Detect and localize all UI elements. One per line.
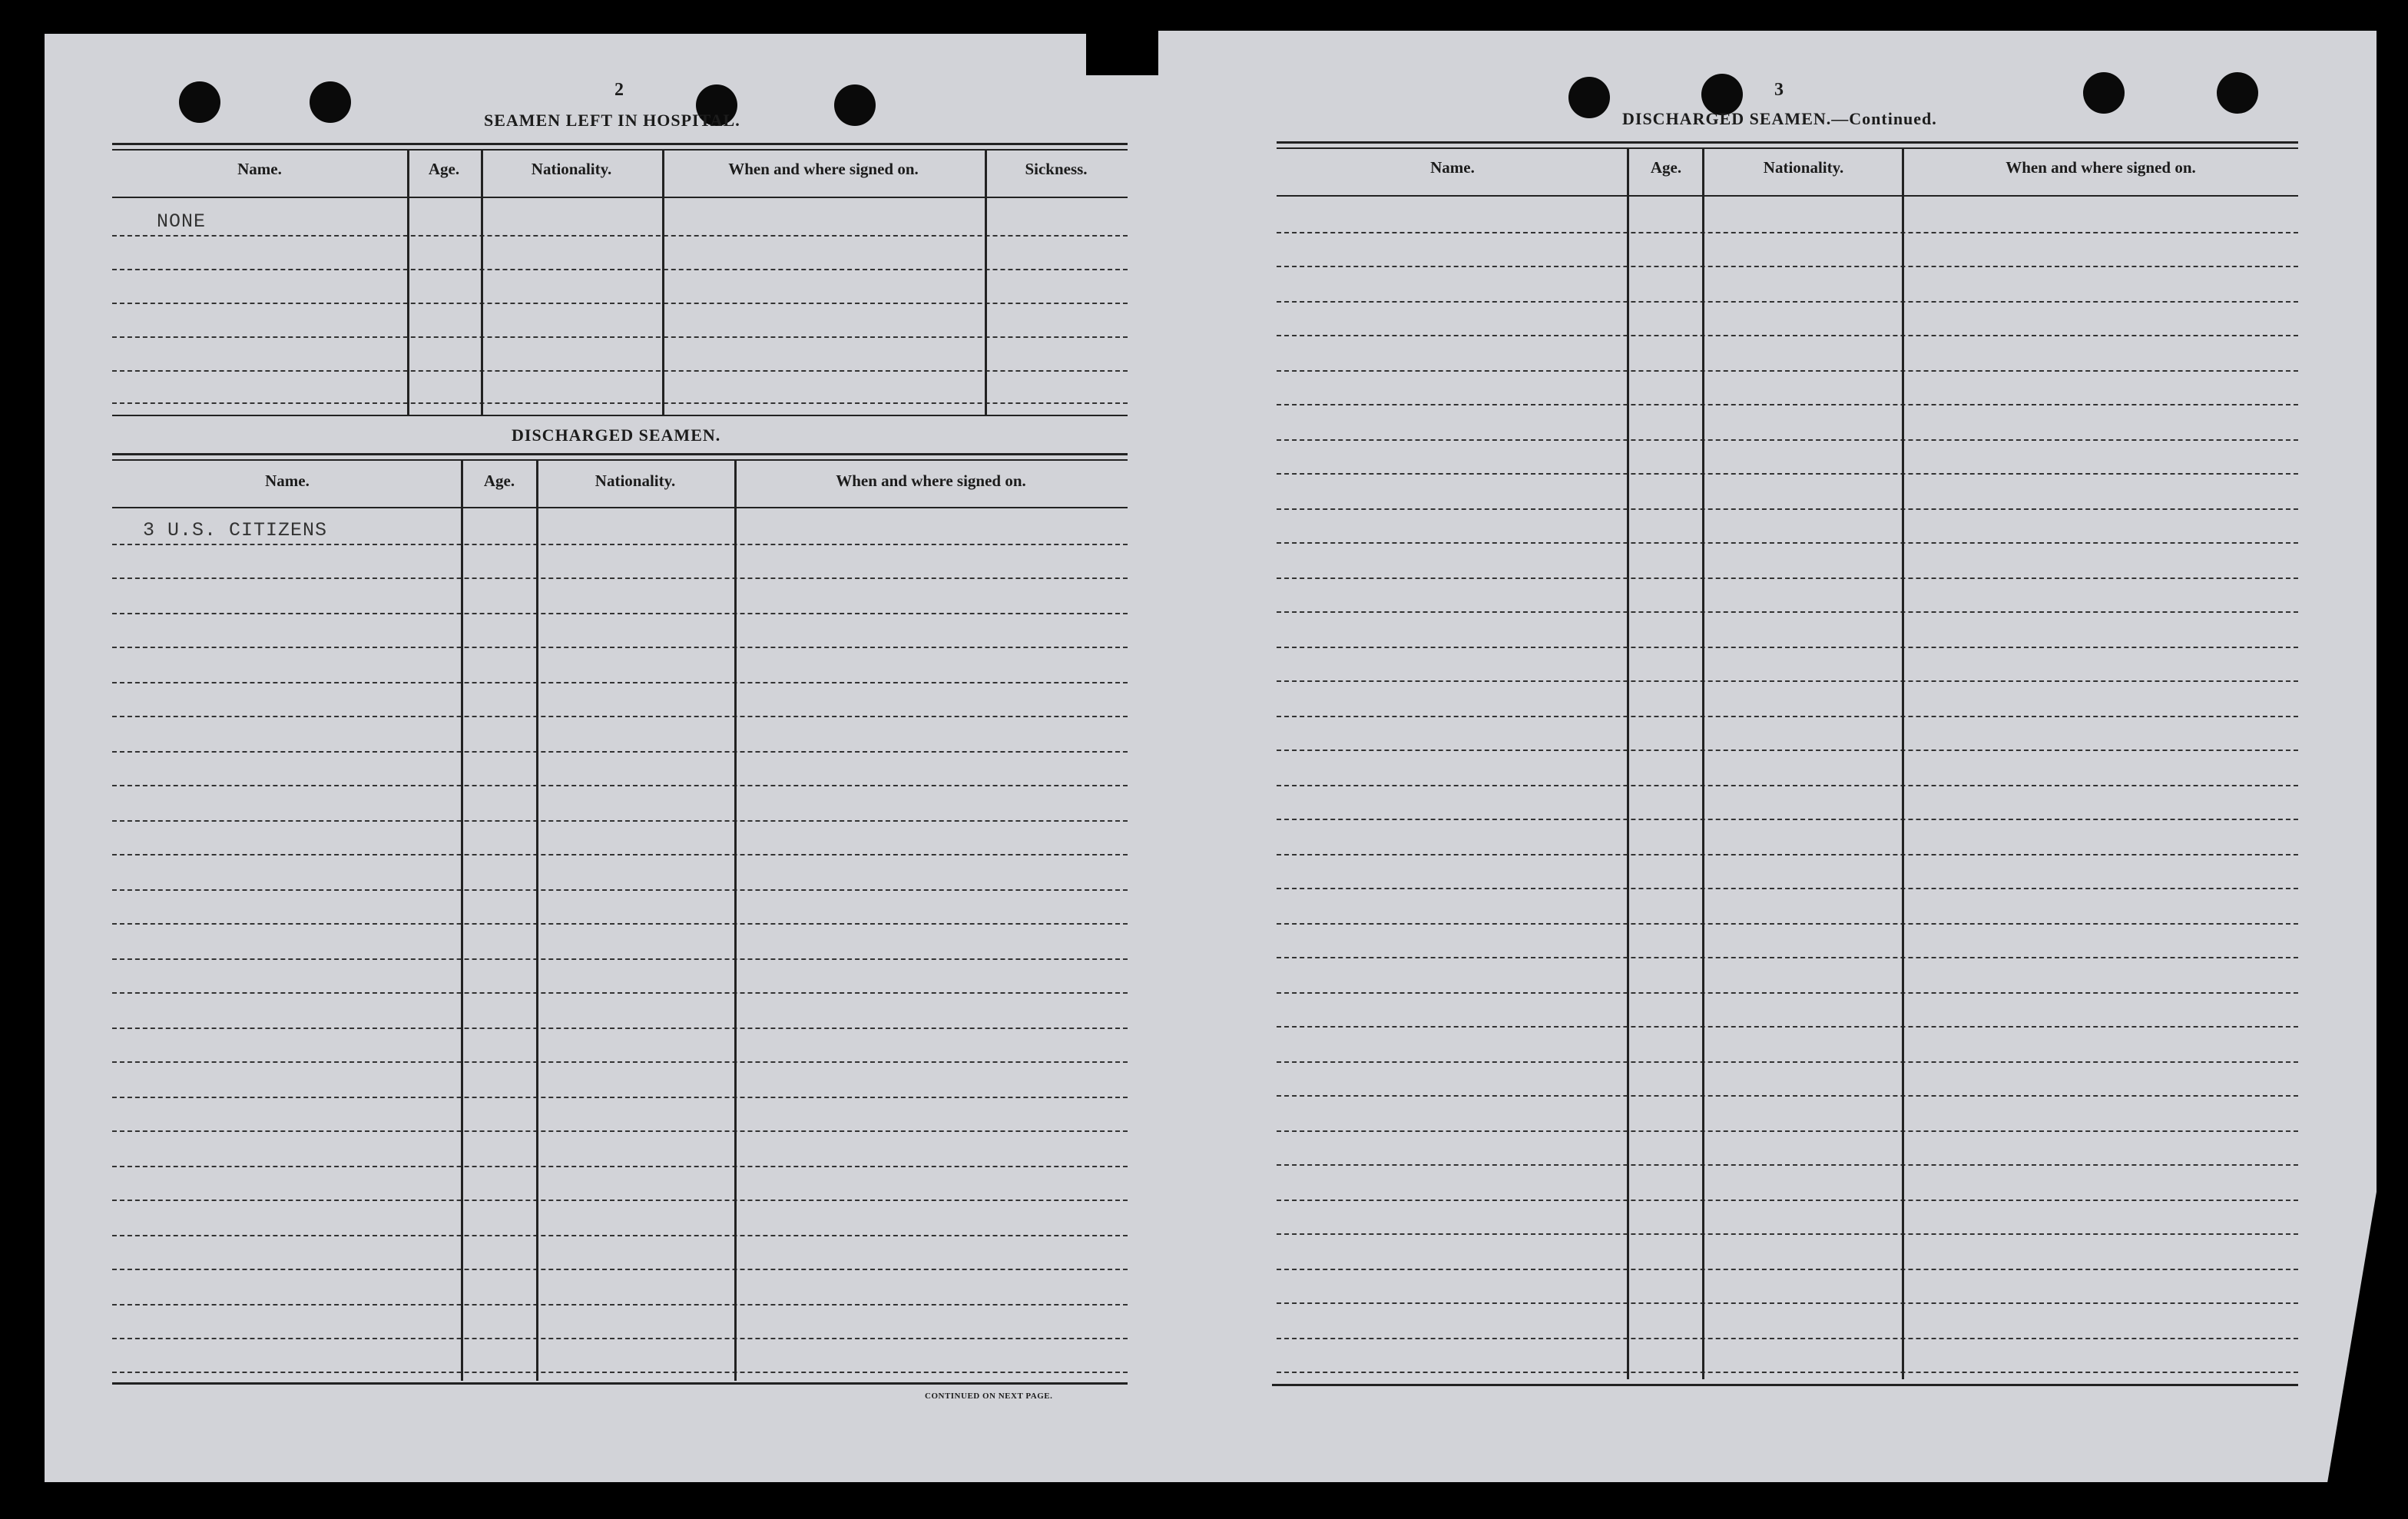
ruled-line	[1277, 819, 2298, 820]
ruled-line	[1277, 1200, 2298, 1201]
col-header-signed-on: When and where signed on.	[2006, 158, 2196, 177]
ruled-line	[112, 647, 1128, 648]
col-header-sickness: Sickness.	[1025, 160, 1088, 178]
ruled-line	[112, 235, 1128, 237]
table-rule	[1277, 141, 2298, 144]
ruled-line	[1277, 611, 2298, 613]
ruled-line	[1277, 370, 2298, 372]
ruled-line	[112, 544, 1128, 545]
column-divider	[536, 459, 538, 1381]
col-header-name: Name.	[265, 472, 310, 490]
ruled-line	[1277, 680, 2298, 682]
ruled-line	[1277, 335, 2298, 336]
col-header-name: Name.	[237, 160, 282, 178]
ruled-line	[112, 716, 1128, 717]
col-header-age: Age.	[483, 472, 515, 490]
ruled-line	[112, 1304, 1128, 1306]
column-divider	[662, 149, 664, 415]
ruled-line	[1277, 1061, 2298, 1063]
ruled-line	[1277, 1269, 2298, 1270]
ruled-line	[112, 1166, 1128, 1167]
page-number: 2	[614, 80, 624, 100]
ruled-line	[112, 682, 1128, 683]
ruled-line	[1277, 232, 2298, 233]
column-divider	[1627, 147, 1629, 1379]
column-divider	[481, 149, 483, 415]
ruled-line	[1277, 1372, 2298, 1373]
punch-hole	[834, 84, 876, 126]
ruled-line	[112, 1372, 1128, 1373]
column-divider	[734, 459, 737, 1381]
ruled-line	[1277, 1095, 2298, 1097]
ruled-line	[112, 336, 1128, 338]
col-header-signed-on: When and where signed on.	[728, 160, 919, 178]
ruled-line	[1277, 1233, 2298, 1235]
table-rule	[112, 459, 1128, 461]
ruled-line	[112, 992, 1128, 994]
ruled-line	[112, 889, 1128, 891]
ruled-line	[1277, 923, 2298, 925]
ruled-line	[1277, 404, 2298, 405]
page-number: 3	[1774, 80, 1784, 100]
ruled-line	[112, 577, 1128, 579]
ruled-line	[112, 269, 1128, 270]
header-underline	[112, 197, 1128, 198]
ruled-line	[112, 303, 1128, 304]
ruled-line	[1277, 1130, 2298, 1132]
punch-hole	[2217, 72, 2258, 114]
ruled-line	[1277, 1026, 2298, 1028]
ruled-line	[1277, 716, 2298, 717]
col-header-nationality: Nationality.	[595, 472, 676, 490]
col-header-nationality: Nationality.	[1763, 158, 1844, 177]
column-divider	[1902, 147, 1904, 1379]
punch-hole	[1568, 77, 1610, 118]
ruled-line	[112, 958, 1128, 960]
column-divider	[407, 149, 409, 415]
ruled-line	[112, 613, 1128, 614]
table-rule	[112, 149, 1128, 151]
ruled-line	[112, 923, 1128, 925]
ruled-line	[1277, 1338, 2298, 1339]
ruled-line	[112, 820, 1128, 822]
ruled-line	[112, 854, 1128, 855]
ruled-line	[112, 1097, 1128, 1098]
ruled-line	[1277, 508, 2298, 510]
ruled-line	[1277, 992, 2298, 994]
ruled-line	[1277, 785, 2298, 786]
column-divider	[1702, 147, 1704, 1379]
ruled-line	[1277, 439, 2298, 441]
ruled-line	[1277, 750, 2298, 751]
ruled-line	[1277, 266, 2298, 267]
table-rule	[112, 1382, 1128, 1385]
hospital-section-title: SEAMEN LEFT IN HOSPITAL.	[484, 111, 740, 130]
right-page	[1151, 31, 2377, 1482]
discharged-section-title: DISCHARGED SEAMEN.	[512, 425, 721, 445]
ruled-line	[1277, 577, 2298, 579]
punch-hole	[179, 81, 220, 123]
table-rule	[112, 453, 1128, 455]
ruled-line	[112, 1130, 1128, 1132]
ruled-line	[1277, 301, 2298, 303]
column-divider	[461, 459, 463, 1381]
col-header-age: Age.	[1650, 158, 1682, 177]
ruled-line	[112, 1269, 1128, 1270]
punch-hole	[2083, 72, 2125, 114]
ruled-line	[112, 1061, 1128, 1063]
header-underline	[1277, 195, 2298, 197]
ruled-line	[112, 1235, 1128, 1236]
ruled-line	[112, 785, 1128, 786]
ruled-line	[1277, 1302, 2298, 1304]
ruled-line	[112, 751, 1128, 753]
col-header-age: Age.	[428, 160, 460, 178]
ruled-line	[1277, 542, 2298, 544]
punch-hole	[310, 81, 351, 123]
col-header-name: Name.	[1430, 158, 1475, 177]
ruled-line	[1277, 888, 2298, 889]
header-underline	[112, 507, 1128, 508]
ruled-line	[1277, 473, 2298, 475]
ruled-line	[112, 1338, 1128, 1339]
hospital-entry: NONE	[157, 210, 207, 233]
ruled-line	[112, 1200, 1128, 1201]
ruled-line	[1277, 854, 2298, 855]
ruled-line	[1277, 957, 2298, 958]
discharged-entry: 3 U.S. CITIZENS	[143, 519, 328, 541]
ruled-line	[112, 402, 1128, 404]
ruled-line	[112, 1028, 1128, 1029]
ruled-line	[1277, 647, 2298, 648]
col-header-nationality: Nationality.	[531, 160, 612, 178]
column-divider	[985, 149, 987, 415]
ruled-line	[112, 370, 1128, 372]
ruled-line	[1277, 1164, 2298, 1166]
table-rule	[112, 143, 1128, 145]
continued-note: CONTINUED ON NEXT PAGE.	[925, 1392, 1053, 1401]
table-rule	[1277, 147, 2298, 149]
table-rule	[112, 415, 1128, 416]
table-rule	[1272, 1384, 2298, 1386]
col-header-signed-on: When and where signed on.	[836, 472, 1026, 490]
page-gap	[1086, 31, 1158, 75]
discharged-continued-title: DISCHARGED SEAMEN.—Continued.	[1622, 109, 1937, 128]
